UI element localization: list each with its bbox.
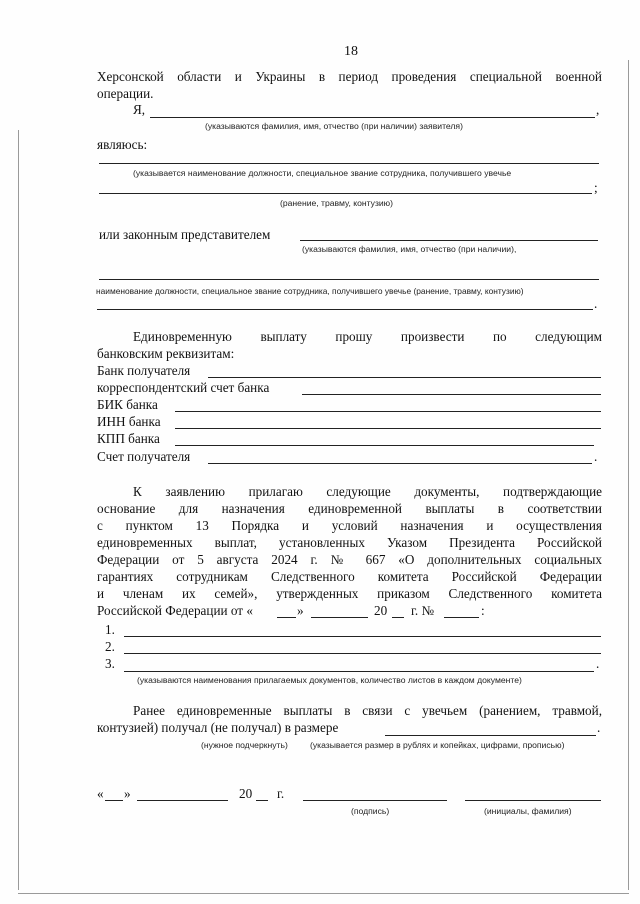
corr-account-field[interactable] — [302, 394, 601, 395]
representative-fio-field[interactable] — [300, 240, 598, 241]
scan-edge-bottom — [18, 893, 629, 894]
order-date-prefix: Российской Федерации от « — [97, 603, 253, 618]
previous-line-2: контузией) получал (не получал) в размере — [97, 720, 339, 735]
yavlyayus-label: являюсь: — [97, 137, 148, 152]
previous-line-1: Ранее единовременные выплаты в связи с увечьем (ранением, травмой, — [133, 703, 602, 718]
recipient-account-field[interactable] — [208, 463, 592, 464]
intro-line-2: операции. — [97, 86, 154, 101]
previous-amount-field[interactable] — [385, 735, 596, 736]
bank-intro-line-1 — [133, 329, 602, 345]
inn-label: ИНН банка — [97, 414, 161, 429]
bank-intro-line-2: банковским реквизитам: — [97, 346, 235, 361]
bank-intro-word: произвести — [400, 329, 465, 344]
injury-semicolon: ; — [594, 180, 598, 195]
position-field[interactable] — [99, 163, 599, 164]
bank-intro-word: выплату — [260, 329, 307, 344]
hint-applicant-fio: (указываются фамилия, имя, отчество (при наличии) заявителя) — [205, 121, 463, 131]
order-colon: : — [481, 603, 485, 618]
hint-injury: (ранение, травму, контузию) — [280, 198, 393, 208]
hint-signature: (подпись) — [351, 806, 390, 816]
attachments-line-1: К заявлению прилагаю следующие документы, подтверждающие — [133, 484, 602, 499]
attachments-line-3: с пунктом 13 Порядка и условий назначения и осуществления — [97, 518, 602, 533]
hint-amount: (указывается размер в рублях и копейках, цифрами, прописью) — [310, 740, 565, 750]
scan-edge-right — [628, 60, 629, 890]
kpp-field[interactable] — [175, 445, 594, 446]
bik-label: БИК банка — [97, 397, 158, 412]
bank-intro-word: по — [492, 329, 507, 344]
bank-intro-word: Единовременную — [133, 329, 232, 344]
bank-name-field[interactable] — [208, 377, 601, 378]
attachment-item-1-label: 1. — [105, 622, 115, 637]
sign-year-field[interactable] — [256, 800, 268, 801]
recipient-account-dot: . — [594, 449, 598, 464]
scan-edge-left — [18, 130, 19, 890]
sign-quote-close: » — [124, 786, 131, 801]
hint-initials: (инициалы, фамилия) — [484, 806, 572, 816]
attachment-item-2-field[interactable] — [124, 653, 601, 654]
attachment-item-3-field[interactable] — [124, 671, 594, 672]
previous-dot: . — [597, 720, 601, 735]
applicant-fio-field[interactable] — [150, 117, 595, 118]
order-day-field[interactable] — [277, 617, 296, 618]
attachment-item-3-dot: . — [596, 656, 600, 671]
kpp-label: КПП банка — [97, 431, 160, 446]
bank-intro-word: следующим — [535, 329, 602, 344]
hint-representative-fio: (указываются фамилия, имя, отчество (при наличии), — [302, 244, 517, 254]
hint-strike: (нужное подчеркнуть) — [201, 740, 288, 750]
sign-day-field[interactable] — [105, 800, 123, 801]
signature-field[interactable] — [303, 800, 447, 801]
order-quote-close: » — [297, 603, 304, 618]
order-month-field[interactable] — [311, 617, 368, 618]
injury-field[interactable] — [99, 193, 592, 194]
sign-year-prefix: 20 — [239, 786, 253, 801]
bank-intro-word: прошу — [335, 329, 373, 344]
attachments-line-2: основание для назначения единовременной выплаты в соответствии — [97, 501, 602, 516]
attachment-item-3-label: 3. — [105, 656, 115, 671]
attachments-line-5: Федерации от 5 августа 2024 г. № 667 «О дополнительных социальных — [97, 552, 602, 567]
inn-field[interactable] — [175, 428, 601, 429]
fio-comma: , — [596, 102, 600, 117]
attachment-item-1-field[interactable] — [124, 636, 601, 637]
bank-name-label: Банк получателя — [97, 363, 191, 378]
order-number-field[interactable] — [444, 617, 479, 618]
hint-position: (указывается наименование должности, специальное звание сотрудника, получившего увечье — [133, 168, 512, 178]
representative-label: или законным представителем — [99, 227, 271, 242]
hint-attachments: (указываются наименования прилагаемых документов, количество листов в каждом документе) — [137, 675, 522, 685]
order-number-label: г. № — [411, 603, 435, 618]
sign-year-g: г. — [277, 786, 285, 801]
representative-extra-field[interactable] — [97, 309, 593, 310]
page-number: 18 — [344, 44, 358, 59]
corr-account-label: корреспондентский счет банка — [97, 380, 270, 395]
attachments-line-7: и членам их семей», утвержденных приказом Следственного комитета — [97, 586, 602, 601]
sign-quote-open: « — [97, 786, 104, 801]
recipient-account-label: Счет получателя — [97, 449, 191, 464]
sign-month-field[interactable] — [137, 800, 228, 801]
attachment-item-2-label: 2. — [105, 639, 115, 654]
representative-position-field[interactable] — [99, 279, 599, 280]
bik-field[interactable] — [175, 411, 601, 412]
order-year-prefix: 20 — [374, 603, 388, 618]
attachments-line-6: гарантиях сотрудникам Следственного комитета Российской Федерации — [97, 569, 602, 584]
order-year-field[interactable] — [392, 617, 404, 618]
representative-dot: . — [594, 296, 598, 311]
hint-representative-position: наименование должности, специальное звание сотрудника, получившего увечье (ранение, травму, контузию) — [96, 286, 524, 296]
initials-field[interactable] — [465, 800, 601, 801]
ya-label: Я, — [133, 102, 146, 117]
intro-line-1: Херсонской области и Украины в период проведения специальной военной — [97, 69, 602, 84]
attachments-line-4: единовременных выплат, установленных Указом Президента Российской — [97, 535, 602, 550]
